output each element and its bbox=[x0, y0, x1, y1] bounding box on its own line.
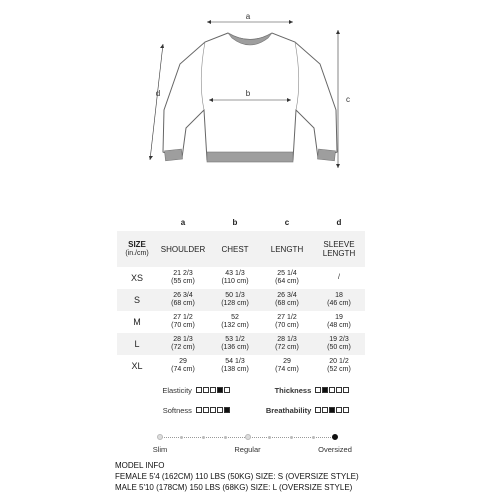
meter-box bbox=[315, 387, 321, 393]
meter-box bbox=[329, 387, 335, 393]
shoulder-cm: (55 cm) bbox=[171, 278, 195, 285]
length-cell bbox=[261, 336, 313, 352]
softness-label: Softness bbox=[162, 405, 192, 415]
fit-option-dot bbox=[245, 434, 251, 440]
sleeve-cell bbox=[313, 336, 365, 352]
meter-box bbox=[224, 387, 230, 393]
length-header: LENGTH bbox=[270, 244, 304, 254]
softness-meter bbox=[196, 407, 251, 413]
label-c: c bbox=[346, 95, 350, 104]
chest-cm: (128 cm) bbox=[221, 300, 249, 307]
meter-box bbox=[336, 407, 342, 413]
measure-line-d bbox=[150, 44, 163, 160]
label-d: d bbox=[155, 89, 161, 98]
length-cm: (74 cm) bbox=[275, 366, 299, 373]
meter-box bbox=[210, 387, 216, 393]
label-b: b bbox=[245, 89, 251, 98]
meter-box bbox=[210, 407, 216, 413]
meter-box bbox=[322, 407, 328, 413]
chest-in: 50 1/3 bbox=[225, 292, 245, 299]
sleeve-cm: (46 cm) bbox=[327, 300, 351, 307]
length-cell bbox=[261, 292, 313, 308]
length-cell bbox=[261, 314, 313, 330]
sleeve-in: / bbox=[338, 274, 340, 281]
shoulder-cell bbox=[157, 270, 209, 286]
chest-in: 43 1/3 bbox=[225, 270, 245, 277]
table-row bbox=[117, 311, 365, 333]
shoulder-cell bbox=[157, 336, 209, 352]
sleeve-in: 19 bbox=[335, 314, 343, 321]
shoulder-cell bbox=[157, 358, 209, 374]
length-cm: (70 cm) bbox=[275, 322, 299, 329]
chest-in: 52 bbox=[231, 314, 239, 321]
length-cell bbox=[261, 270, 313, 286]
sleeve-in: 19 2/3 bbox=[329, 336, 349, 343]
chest-cell bbox=[209, 358, 261, 374]
length-cm: (64 cm) bbox=[275, 278, 299, 285]
chest-in: 53 1/2 bbox=[225, 336, 245, 343]
sleeve-in: 18 bbox=[335, 292, 343, 299]
attribute-row bbox=[145, 400, 370, 420]
breathability-label: Breathability bbox=[265, 405, 312, 415]
model-info-title: MODEL INFO bbox=[115, 461, 165, 470]
sleeve-cm: (50 cm) bbox=[327, 344, 351, 351]
shoulder-header: SHOULDER bbox=[160, 244, 206, 254]
attribute-row bbox=[145, 380, 370, 400]
hem-rib bbox=[207, 152, 293, 162]
meter-box bbox=[329, 407, 335, 413]
sleeve-cm: (52 cm) bbox=[327, 366, 351, 373]
size-header-unit: (in./cm) bbox=[125, 250, 149, 257]
shoulder-in: 28 1/3 bbox=[173, 336, 193, 343]
sweatshirt-diagram bbox=[0, 0, 500, 205]
chest-cm: (136 cm) bbox=[221, 344, 249, 351]
shoulder-cell bbox=[157, 292, 209, 308]
shoulder-cm: (72 cm) bbox=[171, 344, 195, 351]
shoulder-cm: (70 cm) bbox=[171, 322, 195, 329]
meter-box bbox=[203, 387, 209, 393]
table-row bbox=[117, 333, 365, 355]
chest-cell bbox=[209, 314, 261, 330]
chest-cell bbox=[209, 292, 261, 308]
size-cell: L bbox=[134, 339, 140, 349]
length-in: 26 3/4 bbox=[277, 292, 297, 299]
left-cuff bbox=[165, 149, 183, 161]
length-in: 27 1/2 bbox=[277, 314, 297, 321]
fit-tick-dot bbox=[180, 436, 183, 439]
fit-tick-dot bbox=[202, 436, 205, 439]
table-header-row bbox=[117, 231, 365, 267]
meter-box bbox=[196, 407, 202, 413]
length-in: 28 1/3 bbox=[277, 336, 297, 343]
meter-box bbox=[322, 387, 328, 393]
size-cell: M bbox=[133, 317, 141, 327]
fit-tick-dot bbox=[224, 436, 227, 439]
meter-box bbox=[336, 387, 342, 393]
chest-cm: (110 cm) bbox=[221, 278, 249, 285]
model-info-female: FEMALE 5'4 (162CM) 110 LBS (50KG) SIZE: S (OVERSIZE STYLE) bbox=[115, 472, 359, 481]
meter-box bbox=[203, 407, 209, 413]
meter-box bbox=[343, 387, 349, 393]
sleeve-in: 20 1/2 bbox=[329, 358, 349, 365]
arrow-c-top bbox=[336, 30, 340, 34]
fit-option-label: Oversized bbox=[318, 445, 352, 454]
fit-option-label: Regular bbox=[234, 445, 261, 454]
measurement-letters-row bbox=[117, 215, 365, 231]
meter-box bbox=[224, 407, 230, 413]
length-in: 29 bbox=[283, 358, 291, 365]
length-cm: (68 cm) bbox=[275, 300, 299, 307]
arrow-d-bottom bbox=[149, 156, 153, 160]
fit-option-label: Slim bbox=[152, 445, 168, 454]
shoulder-cm: (68 cm) bbox=[171, 300, 195, 307]
fit-scale bbox=[145, 428, 370, 458]
size-header bbox=[117, 240, 157, 258]
model-info-male: MALE 5'10 (178CM) 150 LBS (68KG) SIZE: L (OVERSIZE STYLE) bbox=[115, 483, 353, 492]
letter-b: b bbox=[232, 218, 238, 227]
arrow-a-right bbox=[289, 20, 293, 24]
table-row bbox=[117, 355, 365, 377]
thickness-meter bbox=[315, 387, 370, 393]
sleeve-header-line1: SLEEVE bbox=[323, 240, 355, 249]
letter-c: c bbox=[284, 218, 290, 227]
length-cell bbox=[261, 358, 313, 374]
breathability-meter bbox=[315, 407, 370, 413]
letter-d: d bbox=[336, 218, 342, 227]
thickness-label: Thickness bbox=[274, 385, 312, 395]
size-chart-table bbox=[117, 215, 365, 377]
elasticity-label: Elasticity bbox=[162, 385, 192, 395]
sleeve-header-line2: LENGTH bbox=[322, 249, 356, 258]
meter-box bbox=[315, 407, 321, 413]
sleeve-cm: (48 cm) bbox=[327, 322, 351, 329]
sleeve-cell bbox=[313, 274, 365, 282]
length-in: 25 1/4 bbox=[277, 270, 297, 277]
chest-cell bbox=[209, 336, 261, 352]
arrow-d-top bbox=[160, 44, 164, 48]
chest-header: CHEST bbox=[221, 244, 249, 254]
sleeve-cell bbox=[313, 358, 365, 374]
elasticity-meter bbox=[196, 387, 251, 393]
model-info bbox=[115, 460, 495, 493]
fit-tick-dot bbox=[312, 436, 315, 439]
meter-box bbox=[343, 407, 349, 413]
chest-cm: (132 cm) bbox=[221, 322, 249, 329]
size-header-label: SIZE bbox=[128, 240, 146, 249]
chest-cm: (138 cm) bbox=[221, 366, 249, 373]
table-row bbox=[117, 289, 365, 311]
right-cuff bbox=[318, 149, 336, 161]
fit-option-dot bbox=[332, 434, 338, 440]
fabric-attributes bbox=[145, 380, 370, 420]
size-cell: XL bbox=[131, 361, 143, 371]
meter-box bbox=[217, 387, 223, 393]
size-cell: XS bbox=[130, 273, 143, 283]
sleeve-cell bbox=[313, 292, 365, 308]
shoulder-in: 21 2/3 bbox=[173, 270, 193, 277]
meter-box bbox=[196, 387, 202, 393]
fit-tick-dot bbox=[290, 436, 293, 439]
sleeve-header bbox=[313, 240, 365, 258]
shoulder-in: 27 1/2 bbox=[173, 314, 193, 321]
fit-option-dot bbox=[157, 434, 163, 440]
length-cm: (72 cm) bbox=[275, 344, 299, 351]
meter-box bbox=[217, 407, 223, 413]
arrow-c-bottom bbox=[336, 164, 340, 168]
arrow-a-left bbox=[207, 20, 211, 24]
fit-tick-dot bbox=[268, 436, 271, 439]
chest-in: 54 1/3 bbox=[225, 358, 245, 365]
chest-cell bbox=[209, 270, 261, 286]
shoulder-cell bbox=[157, 314, 209, 330]
label-a: a bbox=[245, 12, 251, 21]
shoulder-in: 26 3/4 bbox=[173, 292, 193, 299]
size-cell: S bbox=[133, 295, 140, 305]
letter-a: a bbox=[180, 218, 186, 227]
shoulder-cm: (74 cm) bbox=[171, 366, 195, 373]
sleeve-cell bbox=[313, 314, 365, 330]
shoulder-in: 29 bbox=[179, 358, 187, 365]
table-row bbox=[117, 267, 365, 289]
